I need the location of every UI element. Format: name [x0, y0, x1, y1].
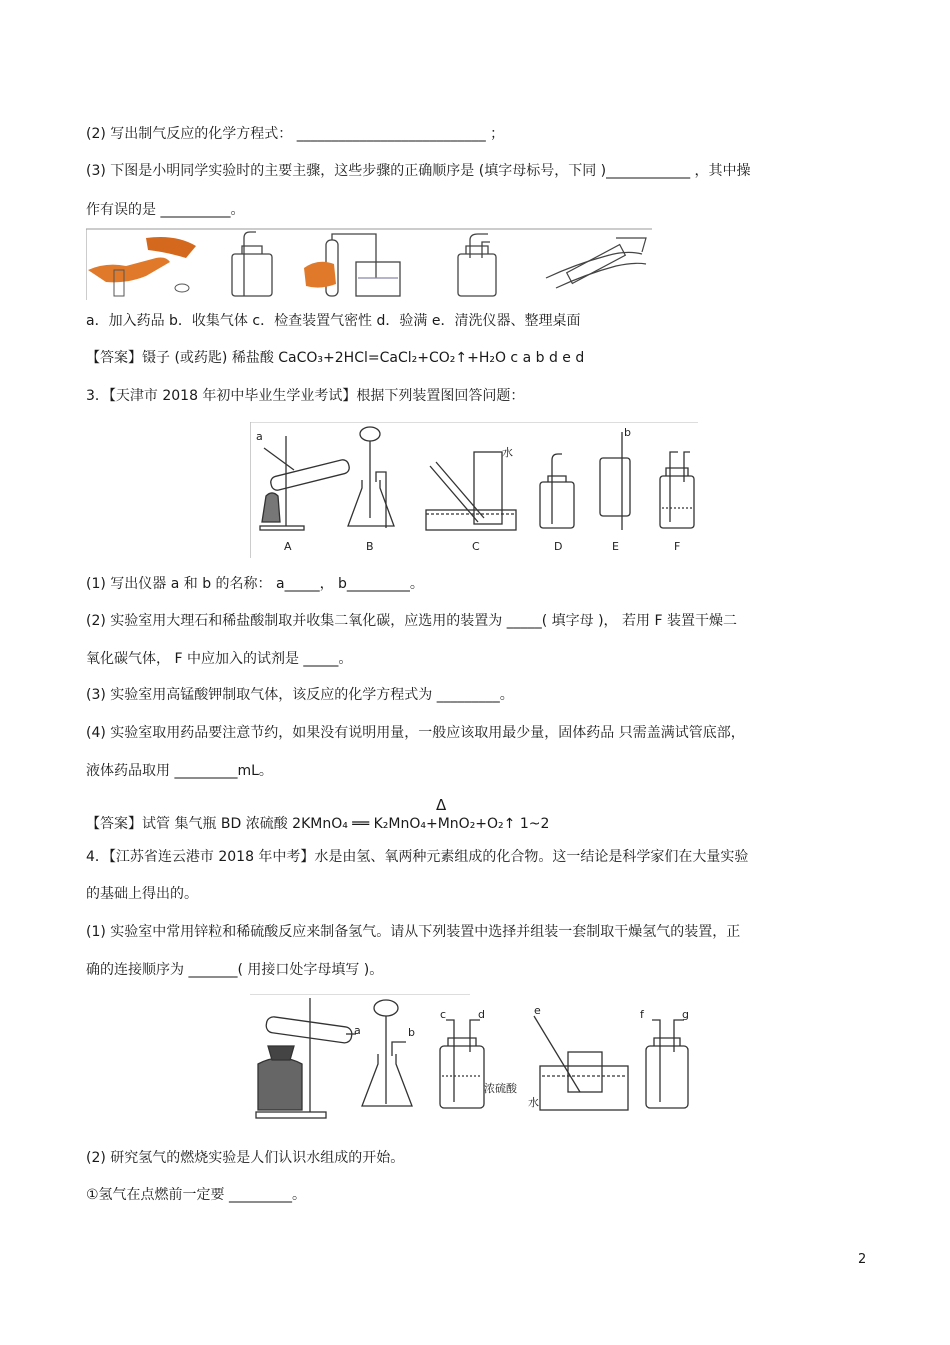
label-C: C — [472, 540, 480, 553]
step-options: a．加入药品 b．收集气体 c．检查装置气密性 d．验满 e．清洗仪器、整理桌面 — [86, 313, 581, 329]
step-e-image — [546, 238, 646, 288]
label-A: A — [284, 540, 292, 553]
label-E: E — [612, 540, 619, 553]
figure-apparatus-a-f — [250, 422, 698, 558]
q4-part2-sub1: ①氢气在点燃前一定要 _________。 — [86, 1187, 307, 1203]
q3-part1: (1) 写出仪器 a 和 b 的名称： a_____， b_________。 — [86, 576, 424, 592]
q3-steps-prompt: (3) 下图是小明同学实验时的主要主骤，这些步骤的正确顺序是 (填字母标号，下同 )____________ ，其中操 — [86, 163, 751, 179]
q3-part4: (4) 实验室取用药品要注意节约，如果没有说明用量，一般应该取用最少量，固体药品 只需盖满试管底部， — [86, 725, 745, 741]
delta-symbol: Δ — [436, 796, 447, 814]
label-f: f — [640, 1008, 644, 1021]
question-3-title: 3．【天津市 2018 年初中毕业生学业考试】根据下列装置图回答问题： — [86, 388, 525, 404]
label-b-fig3: b — [408, 1026, 415, 1039]
apparatus-F — [660, 452, 694, 528]
label-F: F — [674, 540, 681, 553]
apparatus-drying-bottle — [440, 1020, 484, 1108]
question-4-title: 4．【江苏省连云港市 2018 年中考】水是由氢、氧两种元素组成的化合物。这一结论是科学家们在大量实验 — [86, 849, 749, 865]
apparatus-B — [348, 427, 394, 528]
apparatus-D — [540, 454, 574, 528]
label-B: B — [366, 540, 374, 553]
apparatus-collection-bottle — [646, 1020, 688, 1108]
q3-part4-cont: 液体药品取用 _________mL。 — [86, 763, 273, 779]
apparatus-flask — [362, 1000, 412, 1106]
label-a-fig3: a — [354, 1024, 361, 1037]
label-water-fig3: 水 — [528, 1096, 539, 1109]
label-water: 水 — [502, 446, 513, 459]
apparatus-C — [426, 452, 516, 530]
q3-part2: (2) 实验室用大理石和稀盐酸制取并收集二氧化碳，应选用的装置为 _____( 填字母 )， 若用 F 装置干燥二 — [86, 613, 737, 629]
label-d: d — [478, 1008, 485, 1021]
page-number: 2 — [858, 1252, 867, 1267]
question-4-title-cont: 的基础上得出的。 — [86, 886, 198, 902]
q4-part1-cont: 确的连接顺序为 _______( 用接口处字母填写 )。 — [86, 962, 384, 978]
step-c-image — [326, 234, 400, 296]
step-d-image — [458, 234, 496, 296]
label-g: g — [682, 1008, 689, 1021]
q4-part2: (2) 研究氢气的燃烧实验是人们认识水组成的开始。 — [86, 1150, 405, 1166]
label-c: c — [440, 1008, 447, 1021]
q2-equation-prompt: (2) 写出制气反应的化学方程式： ___________________________ ； — [86, 126, 505, 142]
answer-q2: 【答案】镊子 (或药匙) 稀盐酸 CaCO₃+2HCl=CaCl₂+CO₂↑+H₂O c a b d e d — [86, 350, 585, 366]
apparatus-E — [600, 432, 630, 530]
figure-experiment-steps — [86, 228, 652, 302]
label-D: D — [554, 540, 563, 553]
step-b-image — [232, 232, 272, 296]
label-b: b — [624, 426, 631, 439]
label-e: e — [534, 1004, 541, 1017]
q3-part2-cont: 氧化碳气体， F 中应加入的试剂是 _____。 — [86, 651, 353, 667]
q3-steps-prompt-cont: 作有误的是 __________。 — [86, 202, 245, 218]
apparatus-heating — [256, 998, 356, 1118]
apparatus-water-trough — [534, 1016, 628, 1110]
figure-hydrogen-apparatus — [250, 994, 700, 1130]
q4-part1: (1) 实验室中常用锌粒和稀硫酸反应来制备氢气。请从下列装置中选择并组装一套制取干燥氢气的装置，正 — [86, 924, 741, 940]
label-a: a — [256, 430, 263, 443]
step-a-image — [88, 237, 196, 296]
answer-q3: 【答案】试管 集气瓶 BD 浓硫酸 2KMnO₄ ══ K₂MnO₄+MnO₂+O₂↑ 1~2 — [86, 816, 550, 832]
apparatus-A — [260, 436, 351, 530]
q3-part3: (3) 实验室用高锰酸钾制取气体，该反应的化学方程式为 _________。 — [86, 687, 514, 703]
label-conc-sulfuric-acid: 浓硫酸 — [484, 1082, 517, 1095]
